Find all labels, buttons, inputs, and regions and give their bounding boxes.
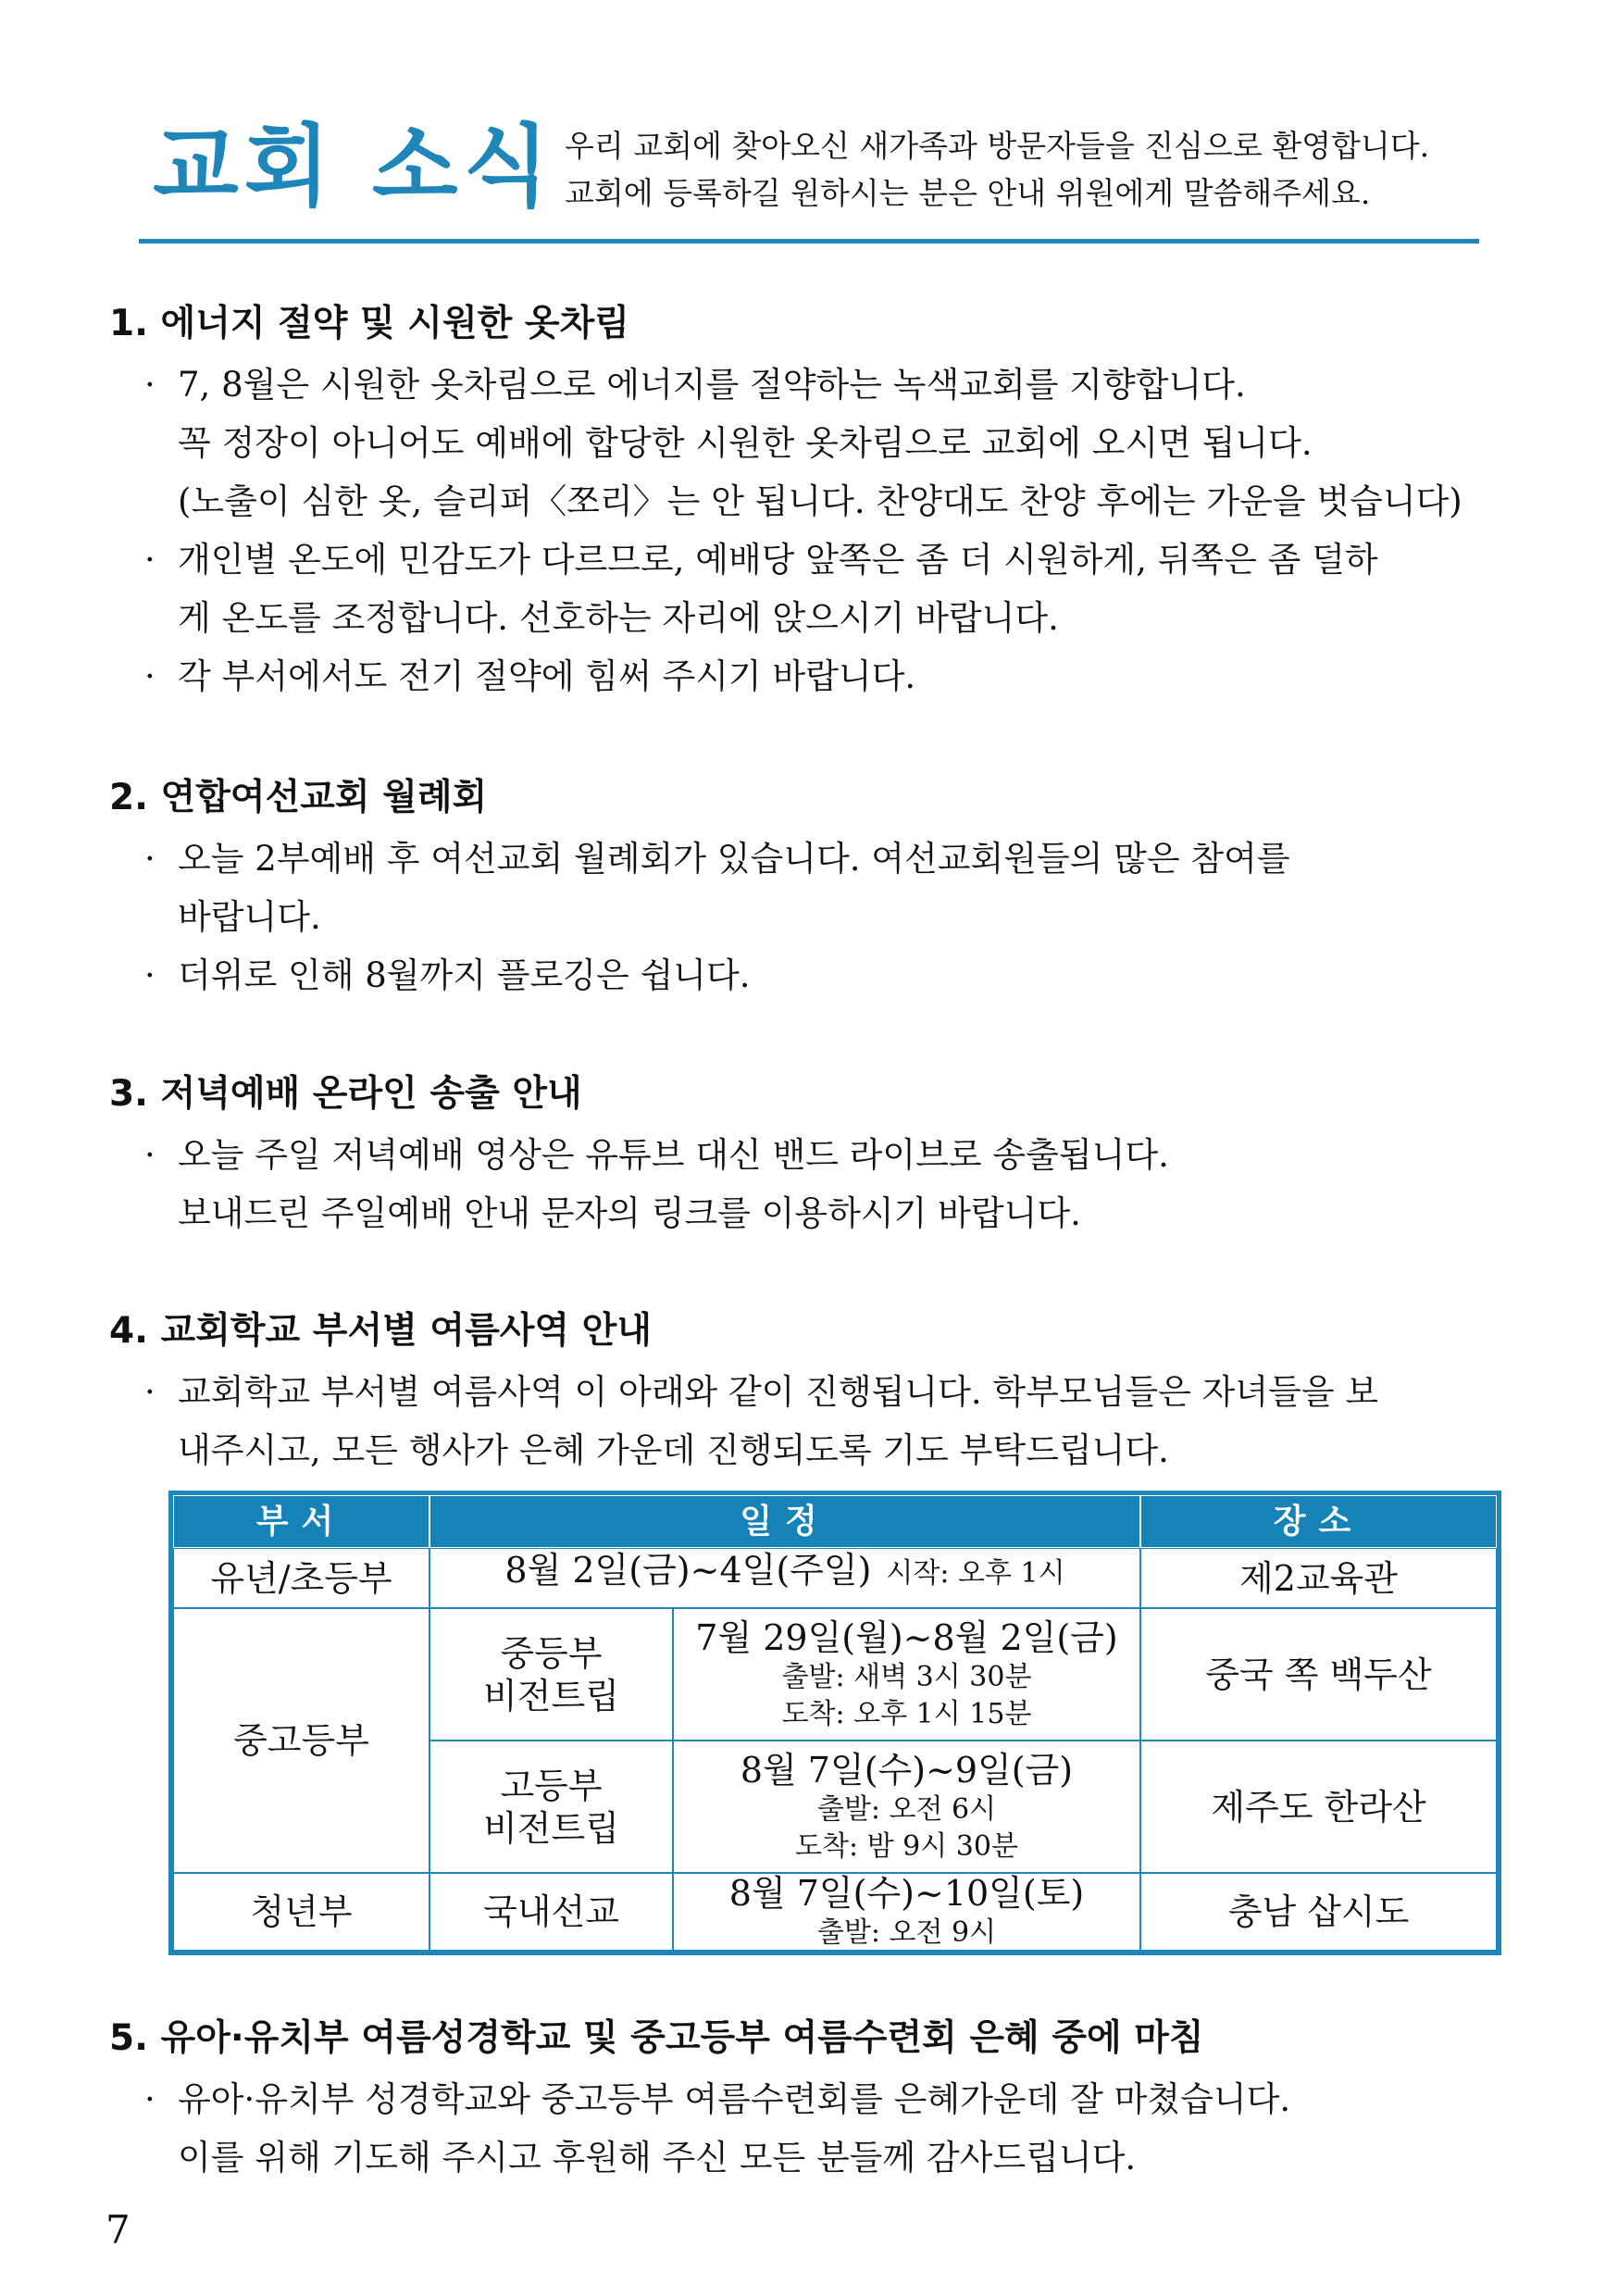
summer-schedule-table [168,1491,1501,1955]
page-title: 교회 소식 [153,115,555,218]
bullet-continuation: (노출이 심한 옷, 슬리퍼〈쪼리〉는 안 됩니다. 찬양대도 찬양 후에는 가운을 벗습니다) [178,481,1462,521]
bullet-continuation: 꼭 정장이 아니어도 예배에 합당한 시원한 옷차림으로 교회에 오시면 됩니다. [178,423,1313,463]
bullet-item: · 교회학교 부서별 여름사역 이 아래와 같이 진행됩니다. 학부모님들은 자녀들을 보 [109,1363,1525,1421]
schedule-note: 시작: 오후 1시 [886,1557,1065,1590]
table-cell-place: 충남 삽시도 [1140,1873,1497,1951]
table-cell-subgroup: 중등부 비전트립 [429,1608,673,1741]
table-cell-schedule [673,1873,1140,1951]
header-divider [139,239,1479,243]
bullet-item: · 개인별 온도에 민감도가 다르므로, 예배당 앞쪽은 좀 더 시원하게, 뒤쪽은 좀 덜하 [109,530,1525,589]
table-cell-place: 중국 쪽 백두산 [1140,1608,1497,1741]
table-cell-schedule [673,1741,1140,1873]
section-title: 1. 에너지 절약 및 시원한 옷차림 [109,303,629,344]
bullet-marker: · [144,2079,156,2119]
table-cell-subgroup: 고등부 비전트립 [429,1741,673,1873]
bullet-item: · 7, 8월은 시원한 옷차림으로 에너지를 절약하는 녹색교회를 지향합니다. [109,356,1525,414]
section-summer-ministry [109,1304,1525,1479]
bullet-item: · 유아·유치부 성경학교와 중고등부 여름수련회를 은혜가운데 잘 마쳤습니다. [109,2070,1525,2128]
column-header-place: 장소 [1140,1495,1497,1548]
schedule-arrive: 도착: 오후 1시 15분 [781,1697,1032,1730]
section-title: 4. 교회학교 부서별 여름사역 안내 [109,1310,653,1352]
bullet-item: · 더위로 인해 8월까지 플로깅은 쉽니다. [109,946,1525,1004]
schedule-depart: 출발: 오전 9시 [816,1916,997,1949]
bullet-marker: · [144,839,156,879]
column-header-dept: 부서 [173,1495,429,1548]
bullet-continuation: 이를 위해 기도해 주시고 후원해 주신 모든 분들께 감사드립니다. [178,2138,1137,2177]
table-cell-place: 제2교육관 [1140,1548,1497,1608]
table-cell-place: 제주도 한라산 [1140,1741,1497,1873]
section-summer-camp-report [109,2011,1525,2187]
section-title: 3. 저녁예배 온라인 송출 안내 [109,1073,582,1115]
schedule-date: 8월 7일(수)~9일(금) [740,1749,1074,1791]
bullet-marker: · [144,1135,156,1175]
schedule-date: 8월 2일(금)~4일(주일) [504,1550,872,1591]
bullet-marker: · [144,955,156,995]
bullet-marker: · [144,540,156,580]
section-online-broadcast [109,1067,1525,1242]
bulletin-header [139,102,1481,218]
bullet-marker: · [144,1372,156,1412]
bullet-continuation: 바랍니다. [178,897,321,937]
schedule-date: 7월 29일(월)~8월 2일(금) [695,1616,1118,1658]
bullet-continuation: 보내드린 주일예배 안내 문자의 링크를 이용하시기 바랍니다. [178,1193,1081,1233]
section-women-mission [109,770,1525,1004]
page-number: 7 [106,2207,131,2252]
schedule-depart: 출발: 오전 6시 [816,1792,997,1826]
schedule-depart: 출발: 새벽 3시 30분 [781,1660,1032,1693]
table-cell-schedule [673,1608,1140,1741]
welcome-message [565,122,1429,217]
welcome-line-1: 우리 교회에 찾아오신 새가족과 방문자들을 진심으로 환영합니다. [565,128,1430,164]
section-energy-saving [109,296,1525,705]
section-title: 2. 연합여선교회 월례회 [109,777,488,818]
bullet-continuation: 내주시고, 모든 행사가 은혜 가운데 진행되도록 기도 부탁드립니다. [178,1430,1169,1470]
bullet-item: · 오늘 주일 저녁예배 영상은 유튜브 대신 밴드 라이브로 송출됩니다. [109,1126,1525,1184]
table-cell-dept: 유년/초등부 [173,1548,429,1608]
table-cell-dept: 청년부 [173,1873,429,1951]
bullet-item: · 각 부서에서도 전기 절약에 힘써 주시기 바랍니다. [109,647,1525,705]
bullet-marker: · [144,656,156,696]
bullet-marker: · [144,365,156,405]
table-cell-subgroup: 국내선교 [429,1873,673,1951]
schedule-date: 8월 7일(수)~10일(토) [728,1873,1085,1914]
table-cell-dept: 중고등부 [173,1608,429,1873]
schedule-arrive: 도착: 밤 9시 30분 [795,1829,1018,1863]
bullet-continuation: 게 온도를 조정합니다. 선호하는 자리에 앉으시기 바랍니다. [178,598,1059,638]
section-title: 5. 유아·유치부 여름성경학교 및 중고등부 여름수련회 은혜 중에 마침 [109,2017,1204,2059]
bullet-item: · 오늘 2부예배 후 여선교회 월례회가 있습니다. 여선교회원들의 많은 참여를 [109,830,1525,888]
column-header-schedule: 일정 [429,1495,1140,1548]
welcome-line-2: 교회에 등록하길 원하시는 분은 안내 위원에게 말씀해주세요. [565,175,1371,211]
table-cell-schedule [429,1548,1140,1608]
